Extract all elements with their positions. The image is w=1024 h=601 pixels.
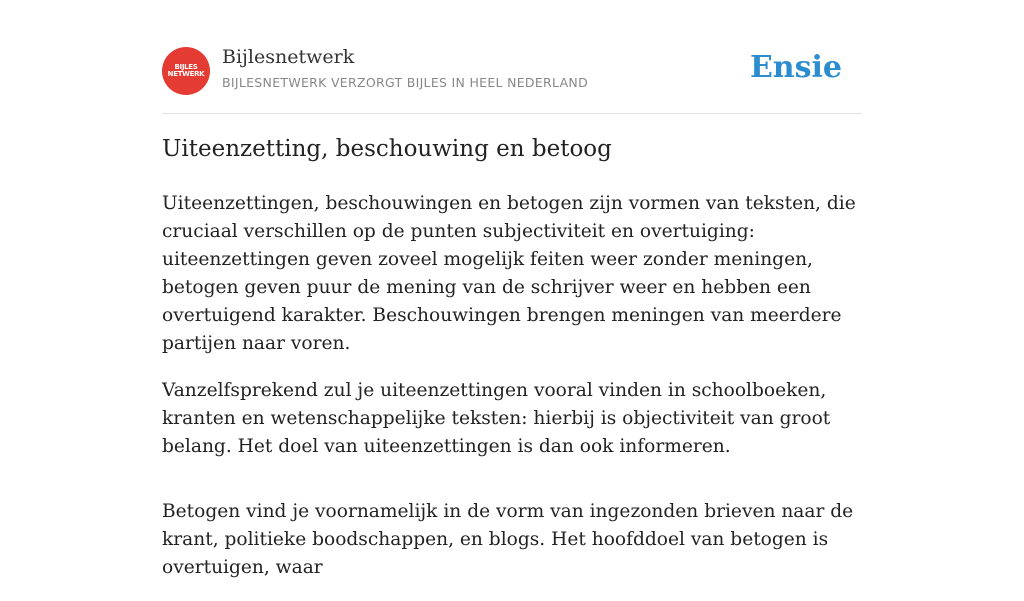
author-tagline: BIJLESNETWERK VERZORGT BIJLES IN HEEL NEDERLAND	[222, 75, 589, 90]
logo-text-line2: NETWERK	[167, 70, 205, 78]
article-title: Uiteenzetting, beschouwing en betoog	[162, 136, 612, 162]
author-name[interactable]: Bijlesnetwerk	[222, 46, 355, 68]
article-body	[162, 190, 872, 601]
header-divider	[162, 113, 862, 114]
article-paragraph: Uiteenzettingen, beschouwingen en betogen zijn vormen van teksten, die cruciaal verschillen op de punten subjectiviteit en overtuiging: uiteenzettingen geven zoveel mogelijk feiten weer zonder meningen, betogen geven puur de mening van de schrijver weer en hebben een overtuigend karakter. Beschouwingen brengen meningen van meerdere partijen naar voren.	[162, 193, 856, 354]
article-paragraph: Betogen vind je voornamelijk in de vorm van ingezonden brieven naar de krant, politieke boodschappen, en blogs. Het hoofddoel van betogen is overtuigen, waar	[162, 501, 854, 578]
ensie-brand-logo[interactable]: Ensie	[749, 50, 842, 85]
article-paragraph: Vanzelfsprekend zul je uiteenzettingen vooral vinden in schoolboeken, kranten en wetenschappelijke teksten: hierbij is objectiviteit van groot belang. Het doel van uiteenzettingen is dan ook informeren.	[162, 380, 831, 457]
site-header	[162, 46, 862, 96]
logo-text-line1: BIJLES	[174, 63, 198, 71]
bijlesnetwerk-logo[interactable]	[162, 47, 210, 95]
